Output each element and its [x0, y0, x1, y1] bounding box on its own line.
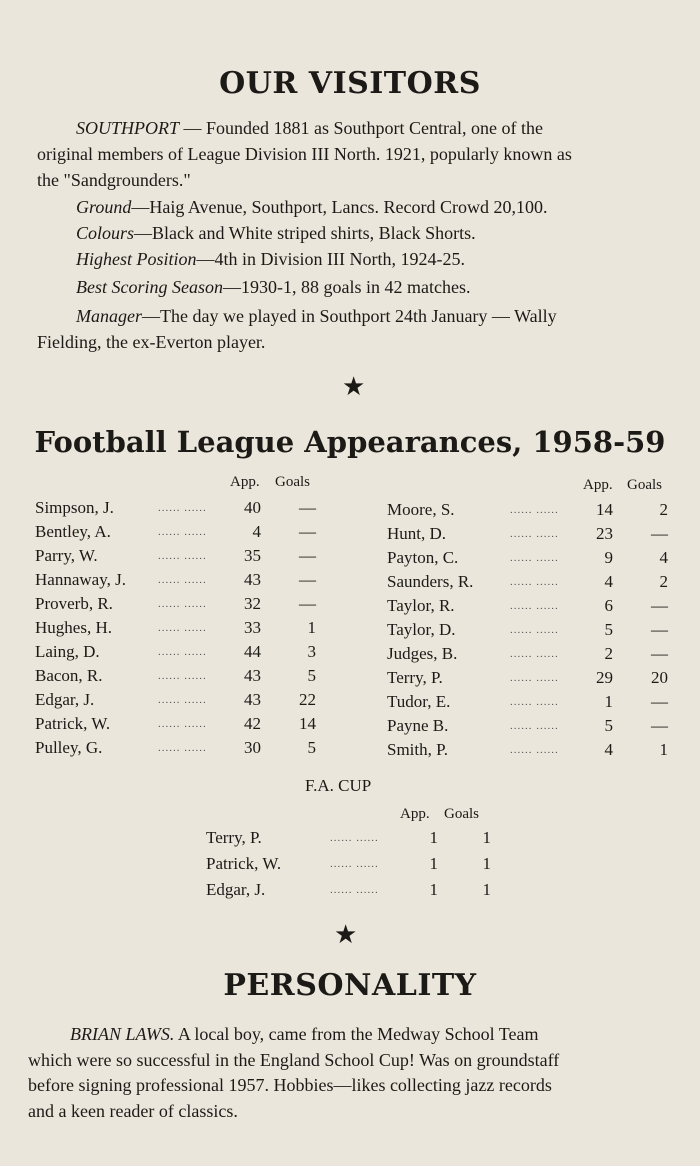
- player-name: Edgar, J.: [206, 880, 266, 899]
- player-name: Simpson, J.: [35, 498, 114, 517]
- table-row: [206, 852, 496, 876]
- appearances-value: 1: [429, 854, 438, 873]
- table-row: [387, 618, 677, 642]
- leader-dots: ...... ......: [158, 646, 207, 658]
- player-name: Terry, P.: [206, 828, 262, 847]
- appearances-value: 4: [604, 740, 613, 759]
- goals-value: —: [299, 594, 316, 613]
- personality-line-1: BRIAN LAWS. A local boy, came from the Medway School Team: [70, 1024, 539, 1044]
- leader-dots: ...... ......: [510, 600, 559, 612]
- appearances-value: 43: [244, 570, 261, 589]
- manager-line-1: Manager—The day we played in Southport 24th January — Wally: [76, 306, 557, 326]
- table-row: [35, 736, 335, 760]
- appearances-value: 4: [604, 572, 613, 591]
- leader-dots: ...... ......: [510, 504, 559, 516]
- goals-value: —: [651, 620, 668, 639]
- leader-dots: ...... ......: [510, 696, 559, 708]
- table-row: [35, 592, 335, 616]
- player-name: Bentley, A.: [35, 522, 111, 541]
- goals-value: —: [651, 716, 668, 735]
- leader-dots: ...... ......: [510, 552, 559, 564]
- appearances-value: 33: [244, 618, 261, 637]
- leader-dots: ...... ......: [158, 526, 207, 538]
- ground-line: Ground—Haig Avenue, Southport, Lancs. Record Crowd 20,100.: [76, 197, 548, 217]
- table-row: [387, 594, 677, 618]
- player-name: Taylor, R.: [387, 596, 455, 615]
- colours-line: Colours—Black and White striped shirts, Black Shorts.: [76, 223, 476, 243]
- personality-line-3: before signing professional 1957. Hobbies—likes collecting jazz records: [28, 1075, 552, 1095]
- leader-dots: ...... ......: [158, 742, 207, 754]
- leader-dots: ...... ......: [510, 648, 559, 660]
- appearances-value: 29: [596, 668, 613, 687]
- table-row: [387, 642, 677, 666]
- leader-dots: ...... ......: [158, 574, 207, 586]
- goals-value: 1: [307, 618, 316, 637]
- goals-value: —: [651, 596, 668, 615]
- facup-app-header: App.: [400, 806, 430, 822]
- player-name: Pulley, G.: [35, 738, 103, 757]
- appearances-value: 1: [429, 828, 438, 847]
- goals-value: 5: [307, 666, 316, 685]
- goals-value: 1: [482, 880, 491, 899]
- goals-value: 2: [659, 572, 668, 591]
- goals-value: 22: [299, 690, 316, 709]
- leader-dots: ...... ......: [158, 694, 207, 706]
- personality-heading: PERSONALITY: [223, 968, 477, 1003]
- table-row: [387, 690, 677, 714]
- goals-value: 2: [659, 500, 668, 519]
- league-left-goals-header: Goals: [275, 474, 310, 490]
- appearances-value: 44: [244, 642, 261, 661]
- table-row: [387, 498, 677, 522]
- visitors-intro-line-2: original members of League Division III North. 1921, popularly known as: [37, 144, 572, 164]
- goals-value: —: [651, 644, 668, 663]
- player-name: Tudor, E.: [387, 692, 451, 711]
- table-row: [35, 664, 335, 688]
- goals-value: —: [299, 570, 316, 589]
- facup-heading: F.A. CUP: [305, 776, 372, 795]
- leader-dots: ...... ......: [330, 884, 379, 896]
- table-row: [35, 712, 335, 736]
- personality-line-4: and a keen reader of classics.: [28, 1101, 238, 1121]
- table-row: [387, 570, 677, 594]
- goals-value: 14: [299, 714, 316, 733]
- appearances-value: 5: [604, 620, 613, 639]
- visitors-heading: OUR VISITORS: [219, 66, 481, 101]
- leader-dots: ...... ......: [510, 720, 559, 732]
- table-row: [35, 688, 335, 712]
- player-name: Payne B.: [387, 716, 449, 735]
- best-scoring-line: Best Scoring Season—1930-1, 88 goals in 42 matches.: [76, 277, 471, 297]
- table-row: [387, 714, 677, 738]
- leader-dots: ...... ......: [510, 744, 559, 756]
- player-name: Terry, P.: [387, 668, 443, 687]
- leader-dots: ...... ......: [510, 576, 559, 588]
- appearances-value: 30: [244, 738, 261, 757]
- player-name: Bacon, R.: [35, 666, 103, 685]
- player-name: Hunt, D.: [387, 524, 447, 543]
- player-name: Parry, W.: [35, 546, 98, 565]
- appearances-value: 43: [244, 690, 261, 709]
- table-row: [387, 546, 677, 570]
- leader-dots: ...... ......: [158, 502, 207, 514]
- goals-value: 1: [659, 740, 668, 759]
- league-heading: Football League Appearances, 1958-59: [34, 425, 666, 459]
- goals-value: 4: [659, 548, 668, 567]
- leader-dots: ...... ......: [158, 670, 207, 682]
- player-name: Hughes, H.: [35, 618, 112, 637]
- leader-dots: ...... ......: [158, 622, 207, 634]
- appearances-value: 1: [604, 692, 613, 711]
- goals-value: 20: [651, 668, 668, 687]
- appearances-value: 6: [604, 596, 613, 615]
- appearances-value: 43: [244, 666, 261, 685]
- table-row: [206, 826, 496, 850]
- player-name: Patrick, W.: [206, 854, 282, 873]
- league-left-app-header: App.: [230, 474, 260, 490]
- table-row: [35, 544, 335, 568]
- manager-line-2: Fielding, the ex-Everton player.: [37, 332, 266, 352]
- appearances-value: 35: [244, 546, 261, 565]
- player-name: BRIAN LAWS.: [70, 1024, 175, 1044]
- leader-dots: ...... ......: [330, 832, 379, 844]
- table-row: [35, 616, 335, 640]
- star-divider-icon: ★: [334, 920, 358, 949]
- appearances-value: 23: [596, 524, 613, 543]
- player-name: Judges, B.: [387, 644, 458, 663]
- facup-goals-header: Goals: [444, 806, 479, 822]
- player-name: Proverb, R.: [35, 594, 113, 613]
- highest-position-line: Highest Position—4th in Division III North, 1924-25.: [76, 249, 465, 269]
- appearances-value: 40: [244, 498, 261, 517]
- leader-dots: ...... ......: [510, 672, 559, 684]
- player-name: Taylor, D.: [387, 620, 456, 639]
- player-name: Patrick, W.: [35, 714, 111, 733]
- table-row: [387, 666, 677, 690]
- appearances-value: 42: [244, 714, 261, 733]
- goals-value: —: [299, 546, 316, 565]
- appearances-value: 1: [429, 880, 438, 899]
- appearances-value: 5: [604, 716, 613, 735]
- table-row: [387, 522, 677, 546]
- leader-dots: ...... ......: [158, 718, 207, 730]
- player-name: Edgar, J.: [35, 690, 95, 709]
- visitors-intro-line-3: the "Sandgrounders.": [37, 170, 191, 190]
- table-row: [35, 496, 335, 520]
- goals-value: —: [299, 498, 316, 517]
- goals-value: 5: [307, 738, 316, 757]
- appearances-value: 9: [604, 548, 613, 567]
- appearances-value: 2: [604, 644, 613, 663]
- appearances-value: 32: [244, 594, 261, 613]
- player-name: Saunders, R.: [387, 572, 474, 591]
- player-name: Moore, S.: [387, 500, 455, 519]
- table-row: [35, 520, 335, 544]
- table-row: [387, 738, 677, 762]
- player-name: Payton, C.: [387, 548, 459, 567]
- goals-value: —: [651, 692, 668, 711]
- league-right-app-header: App.: [583, 477, 613, 493]
- table-row: [35, 568, 335, 592]
- leader-dots: ...... ......: [330, 858, 379, 870]
- player-name: Smith, P.: [387, 740, 448, 759]
- star-divider-icon: ★: [342, 372, 366, 401]
- goals-value: 1: [482, 854, 491, 873]
- table-row: [35, 640, 335, 664]
- leader-dots: ...... ......: [510, 528, 559, 540]
- goals-value: —: [299, 522, 316, 541]
- goals-value: 3: [307, 642, 316, 661]
- leader-dots: ...... ......: [158, 550, 207, 562]
- personality-line-2: which were so successful in the England School Cup! Was on groundstaff: [28, 1050, 560, 1070]
- club-name: SOUTHPORT: [76, 118, 180, 138]
- goals-value: —: [651, 524, 668, 543]
- league-right-goals-header: Goals: [627, 477, 662, 493]
- goals-value: 1: [482, 828, 491, 847]
- player-name: Hannaway, J.: [35, 570, 126, 589]
- visitors-intro-line-1: SOUTHPORT — Founded 1881 as Southport Central, one of the: [76, 118, 543, 138]
- appearances-value: 14: [596, 500, 613, 519]
- player-name: Laing, D.: [35, 642, 100, 661]
- table-row: [206, 878, 496, 902]
- appearances-value: 4: [252, 522, 261, 541]
- leader-dots: ...... ......: [510, 624, 559, 636]
- leader-dots: ...... ......: [158, 598, 207, 610]
